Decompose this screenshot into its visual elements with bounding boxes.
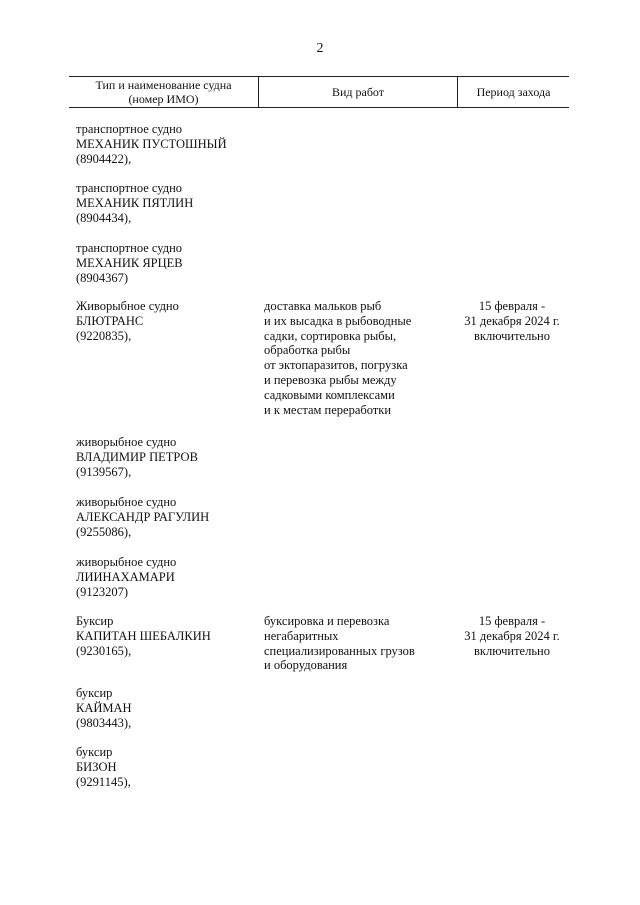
vessel-cell — [76, 745, 256, 789]
vessel-imo: (9230165), — [76, 643, 132, 658]
period-line: включительно — [474, 328, 550, 343]
work-description — [264, 299, 454, 417]
vessel-type: Живорыбное судно — [76, 299, 179, 313]
vessel-cell — [76, 495, 256, 539]
vessel-entry — [0, 299, 640, 435]
vessel-type: живорыбное судно — [76, 435, 177, 449]
vessel-name: МЕХАНИК ПУСТОШНЫЙ — [76, 136, 227, 151]
vessel-imo: (9291145), — [76, 774, 131, 789]
period-line: 15 февраля - — [478, 614, 546, 628]
vessel-name: ЛИИНАХАМАРИ — [76, 569, 175, 584]
work-line: от эктопаразитов, погрузка — [264, 358, 408, 373]
vessel-imo: (8904367) — [76, 270, 129, 285]
vessel-type: буксир — [76, 686, 113, 700]
visit-period — [456, 614, 568, 658]
vessel-type: живорыбное судно — [76, 495, 177, 509]
vessel-entry — [0, 555, 640, 614]
vessel-imo: (9220835), — [76, 328, 132, 343]
vessel-name: АЛЕКСАНДР РАГУЛИН — [76, 509, 210, 524]
work-line: обработка рыбы — [264, 343, 351, 358]
work-line: и их высадка в рыбоводные — [264, 313, 412, 328]
work-line: и к местам переработки — [264, 402, 392, 417]
vessel-entry — [0, 181, 640, 241]
vessel-name: БИЗОН — [76, 759, 117, 774]
vessel-type: транспортное судно — [76, 241, 183, 255]
vessel-type: транспортное судно — [76, 181, 183, 195]
work-line: специализированных грузов — [264, 643, 415, 658]
vessel-imo: (9139567), — [76, 464, 132, 479]
header-vessel-line1: Тип и наименование судна — [95, 78, 232, 92]
work-line: садки, сортировка рыбы, — [264, 328, 397, 343]
header-vessel-line2: (номер ИМО) — [128, 92, 199, 106]
vessel-entry — [0, 495, 640, 555]
work-line: и перевозка рыбы между — [264, 372, 397, 387]
vessel-name: ВЛАДИМИР ПЕТРОВ — [76, 449, 198, 464]
work-description — [264, 614, 454, 673]
vessel-entry — [0, 241, 640, 299]
vessel-imo: (8904422), — [76, 151, 132, 166]
work-line: и оборудования — [264, 658, 348, 673]
vessel-type: живорыбное судно — [76, 555, 177, 569]
vessel-type: транспортное судно — [76, 122, 183, 136]
vessel-name: БЛЮТРАНС — [76, 313, 144, 328]
period-line: 31 декабря 2024 г. — [464, 628, 560, 643]
vessel-imo: (9803443), — [76, 715, 132, 730]
vessel-cell — [76, 241, 256, 285]
vessel-entry — [0, 435, 640, 495]
vessel-imo: (9123207) — [76, 584, 129, 599]
visit-period — [456, 299, 568, 343]
vessel-cell — [76, 122, 256, 166]
vessel-cell — [76, 686, 256, 730]
vessel-cell — [76, 614, 256, 658]
page-number: 2 — [316, 41, 324, 56]
period-line: включительно — [474, 643, 550, 658]
vessel-entry — [0, 122, 640, 181]
vessel-entry — [0, 686, 640, 745]
work-line: доставка мальков рыб — [264, 299, 382, 313]
header-vessel-column — [69, 77, 259, 107]
work-line: буксировка и перевозка — [264, 614, 390, 628]
period-line: 15 февраля - — [478, 299, 546, 313]
header-work-column: Вид работ — [259, 77, 458, 107]
vessel-cell — [76, 435, 256, 479]
vessel-name: МЕХАНИК ЯРЦЕВ — [76, 255, 183, 270]
header-period-column: Период захода — [476, 85, 551, 99]
vessel-name: КАПИТАН ШЕБАЛКИН — [76, 628, 211, 643]
vessel-type: буксир — [76, 745, 113, 759]
vessel-cell — [76, 299, 256, 343]
work-line: садковыми комплексами — [264, 387, 395, 402]
table-header — [69, 76, 569, 108]
vessel-type: Буксир — [76, 614, 114, 628]
vessel-name: КАЙМАН — [76, 700, 132, 715]
work-line: негабаритных — [264, 628, 339, 643]
vessel-cell — [76, 181, 256, 225]
vessel-list — [0, 122, 640, 795]
vessel-imo: (8904434), — [76, 210, 132, 225]
vessel-entry — [0, 614, 640, 686]
vessel-entry — [0, 745, 640, 795]
vessel-imo: (9255086), — [76, 524, 132, 539]
period-line: 31 декабря 2024 г. — [464, 313, 560, 328]
vessel-name: МЕХАНИК ПЯТЛИН — [76, 195, 194, 210]
vessel-cell — [76, 555, 256, 599]
